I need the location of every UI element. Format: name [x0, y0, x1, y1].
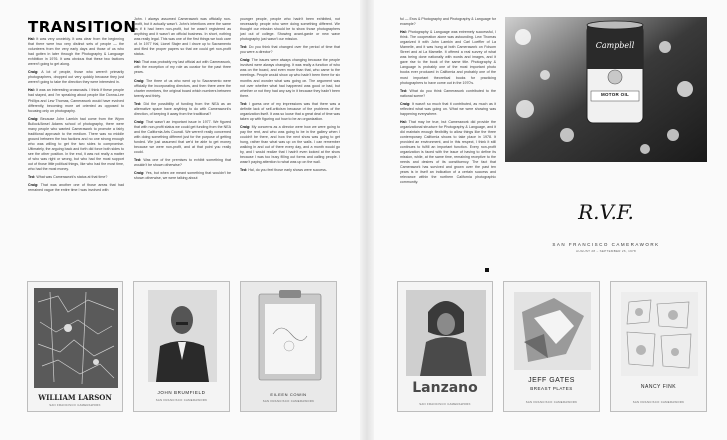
paragraph-text: ful — Eros & Photography and Photography & Language for example?	[400, 17, 496, 27]
paragraph	[28, 183, 124, 193]
paragraph-text: I guess one of my impressions was that there was a definite lack of self-criticism because of the problems of the organization itself. It was so loose that a great deal of time was taken up with figuring out how to be an organization.	[240, 101, 341, 121]
speaker-label: Craig:	[134, 119, 145, 124]
fink-subtitle: SAN FRANCISCO CAMERAWORK	[632, 400, 685, 404]
speaker-label: Craig:	[240, 58, 251, 63]
paragraph	[240, 17, 340, 42]
rvf-poster	[505, 170, 707, 270]
paragraph-text: It was an interesting crossroads. I think if these people had stayed, and I'm speaking about people like Donna-Lee Phillips and Lew Thomas, Camerawork would have evolved differently, becoming more art oriented as opposed to focusing only on photography.	[28, 88, 124, 113]
paragraph	[134, 79, 231, 99]
paragraph	[240, 102, 340, 122]
rvf-dates: AUGUST 28 – SEPTEMBER 26, 1978	[576, 249, 636, 253]
paragraph	[134, 120, 231, 155]
speaker-label: Ted:	[28, 175, 36, 180]
paragraph-text: It wasn't so much that it contributed, as much as it reflected what was going on. What we were showing was happening everywhere.	[400, 101, 497, 116]
paragraph-text: What was Camerawork's status at that time?	[36, 175, 108, 180]
paragraph-text: younger people, people who hadn't been exhibited, not necessarily people who were doing something different. We thought our mission should be to show those photographers just out of college. Showing avant-garde or new wave photography just wasn't our mission.	[240, 17, 340, 42]
paragraph-text: It was very unwieldy. It was clear from the beginning that there were two very distinct sets of people — the volunteers from the very early days and those of us who had gotten in later through the Photography & Language exhibition in 1976. It was obvious that these two factions weren't going to get along.	[28, 37, 125, 67]
paragraph-text: Hal, do you feel those early shows were success-	[248, 168, 328, 173]
page-gutter	[360, 0, 374, 440]
speaker-label: Craig:	[28, 116, 39, 121]
paragraph	[400, 30, 496, 86]
speaker-label: Ted:	[400, 88, 408, 93]
paragraph-text: My concerns as a director were how we were going to pay the rent, and who was going to be in the gallery when I couldn't be there, and how the next show was going to get hung, rather than what was up on the walls. I can remember walking in and out of there every day, and a month would go by, and I would realize that I hadn't even looked at the show because I was too busy filling out forms and calling people. I wasn't paying attention to what was up on the wall.	[240, 124, 340, 165]
paragraph-text: Was one of the premises to exhibit something that wouldn't be shown otherwise?	[134, 158, 231, 168]
paragraph	[28, 37, 124, 67]
paragraph	[400, 102, 496, 117]
paragraph-text: John. I always assumed Camerawork was officially non-profit, but it actually wasn't. John's intentions were the same as if it had been non-profit, but he wasn't registered as anything and it wasn't an official business. In short, nothing was really legal. This was one of the first things we took care of. In 1977 Hal, Lionel Stajer and I drove up to Sacramento and filed the proper papers so that we could get non-profit status.	[134, 17, 231, 57]
paragraph	[28, 175, 124, 180]
paragraph	[240, 125, 340, 165]
fink-artwork	[611, 282, 707, 412]
speaker-label: Ted:	[240, 168, 248, 173]
text-column-1	[28, 37, 124, 196]
paragraph	[134, 171, 231, 181]
paragraph-text: That was probably my last official act with Camerawork, with the exception of my role as curator for the past three years.	[134, 60, 231, 75]
paragraph	[240, 45, 340, 55]
paragraph-text: That may be true, but Camerawork did provide the organizational structure for Photography & Language, and it did maintain enough flexibility to allow things like the three contemporary California shows to take place in 1978. It provided an environment, and in this respect, I think it still continues to fulfill an important function. Every non-profit organization is faced with the issue of having to define its mission, while, at the same time, remaining receptive to the needs and desires of its constituency. The fact that Camerawork has survived and grown over the past ten years is in itself an indication of a certain success and relevance within the northern California photographic community.	[400, 119, 496, 185]
lanzano-title: Lanzano	[412, 380, 478, 396]
paragraph	[28, 88, 124, 113]
fink-poster	[610, 281, 707, 412]
text-column-3	[240, 17, 340, 176]
soup-can-photograph	[505, 17, 707, 162]
fink-title: NANCY FINK	[640, 384, 677, 390]
paragraph-text: Yes, but when we meant something that wouldn't be shown otherwise, we were talking about	[134, 171, 232, 181]
paragraph-text: A lot of people, those who weren't primarily photographers, dropped out very quickly because they just weren't going to take the direction they were interested in.	[28, 70, 124, 85]
gates-artwork	[504, 282, 600, 412]
soup-can-illustration	[505, 17, 707, 162]
can-label: Campbell	[595, 41, 635, 50]
paragraph-text: Photography & Language was extremely successful, I think. The cooperation alone was astounding. Lew Thomas organized it with John Lamkin and Carl Loeffler of La Mamelle, and it was hung at both Camerawork on Folsom Street and at La Mamelle. It offered a real survey of what was being done nationally with words and images, and it gave rise to the book of the same title. Photography & Language is probably one of the most important photo books ever produced in California and probably one of the most important theoretical books for practicing photographers to have come out in the 1970's.	[400, 30, 497, 85]
speaker-label: Ted:	[134, 158, 142, 163]
cowin-subtitle: SAN FRANCISCO CAMERAWORK	[262, 399, 315, 403]
speaker-label: Hal:	[134, 60, 141, 65]
brumfield-poster	[133, 281, 230, 412]
gates-poster	[503, 281, 600, 412]
speaker-label: Hal:	[400, 119, 407, 124]
speaker-label: Craig:	[400, 101, 411, 106]
paragraph	[240, 58, 340, 98]
paragraph-text: Because John Lamkin had come from the Wynn Bullock/Ansel Adams school of photography, there were many people who wanted Camerawork to promote a fairly traditional approach to the medium. There was no middle ground between the two factions and no one strong enough who was willing to get the two sides to compromise. Ultimately, the arguing back and forth did force both sides to see the other position. In the end, it was not really a matter of who was right or wrong, but who had the most support out of those little political things, like who had the most time, who had the most money.	[28, 116, 124, 172]
speaker-label: Craig:	[28, 70, 39, 75]
paragraph-text: The issues were always changing because the people involved were always changing. It was really a function of who was on the board, and even more than that, who came to the meetings. People would show up who hadn't been there for six months and wonder what was going on. The argument was not over whether what had happened was good or bad, but whether or not they had any say in it because they hadn't been there.	[240, 58, 341, 98]
paragraph	[134, 17, 231, 57]
cowin-poster	[240, 281, 337, 412]
paragraph	[134, 102, 231, 117]
brumfield-title: JOHN BRUMFIELD	[157, 390, 206, 395]
lanzano-poster	[397, 281, 493, 412]
paragraph	[400, 89, 496, 99]
gates-title-2: BREAST PLATES	[530, 386, 573, 391]
speaker-label: Ted:	[240, 101, 248, 106]
paragraph-text: That was another one of those areas that had remained vague the entire time I was involved with	[28, 183, 125, 193]
speaker-label: Craig:	[134, 78, 145, 83]
speaker-label: Hal:	[28, 37, 35, 41]
paragraph-text: What do you think Camerawork contributed to the national scene?	[400, 88, 497, 98]
speaker-label: Ted:	[134, 101, 142, 106]
text-column-4	[400, 17, 496, 188]
can-label-2: MOTOR OIL	[600, 92, 630, 97]
end-mark	[485, 268, 489, 272]
paragraph-text: That wasn't an important issue in 1977. We figured that with non-profit status we could get funding from the NEA and the California Arts Council. We weren't really concerned with doing something different just for the purpose of getting funded. We just assumed that we'd be able to get money because we were non-profit, and at that point you really could.	[134, 119, 231, 155]
speaker-label: Craig:	[28, 183, 39, 188]
paragraph	[134, 60, 231, 75]
paragraph	[28, 70, 124, 85]
gates-title: JEFF GATES	[528, 377, 575, 384]
larson-poster	[27, 281, 123, 412]
speaker-label: Ted:	[240, 45, 248, 50]
lanzano-subtitle: SAN FRANCISCO CAMERAWORK	[419, 402, 471, 406]
speaker-label: Craig:	[134, 171, 145, 176]
paragraph-text: The three of us who went up to Sacramento were officially the incorporating directors, and then there were the charter members, the original board which numbers between twenty and thirty.	[134, 78, 231, 98]
larson-subtitle: SAN FRANCISCO CAMERAWORK	[49, 403, 101, 407]
rvf-subtitle: SAN FRANCISCO CAMERAWORK	[552, 242, 660, 247]
paragraph-text: Did the possibility of funding from the NEA as an alternative space have anything to do with Camerawork's direction, of keeping it away from the traditional?	[134, 101, 231, 116]
rvf-signature: R.V.F.	[578, 200, 634, 224]
paragraph	[400, 120, 496, 186]
article-heading: TRANSITION	[28, 18, 137, 36]
paragraph	[28, 117, 124, 173]
paragraph	[134, 158, 231, 168]
paragraph	[240, 168, 340, 173]
cowin-title: EILEEN COWIN	[270, 392, 307, 397]
speaker-label: Hal:	[28, 88, 35, 93]
speaker-label: Hal:	[400, 30, 407, 35]
paragraph-text: Do you think that changed over the period of time that you were a director?	[240, 45, 340, 55]
gates-subtitle: SAN FRANCISCO CAMERAWORK	[525, 400, 578, 404]
speaker-label: Craig:	[240, 124, 251, 129]
paragraph	[400, 17, 496, 27]
brumfield-subtitle: SAN FRANCISCO CAMERAWORK	[155, 398, 208, 402]
text-column-2	[134, 17, 231, 184]
larson-title: WILLIAM LARSON	[38, 393, 112, 402]
